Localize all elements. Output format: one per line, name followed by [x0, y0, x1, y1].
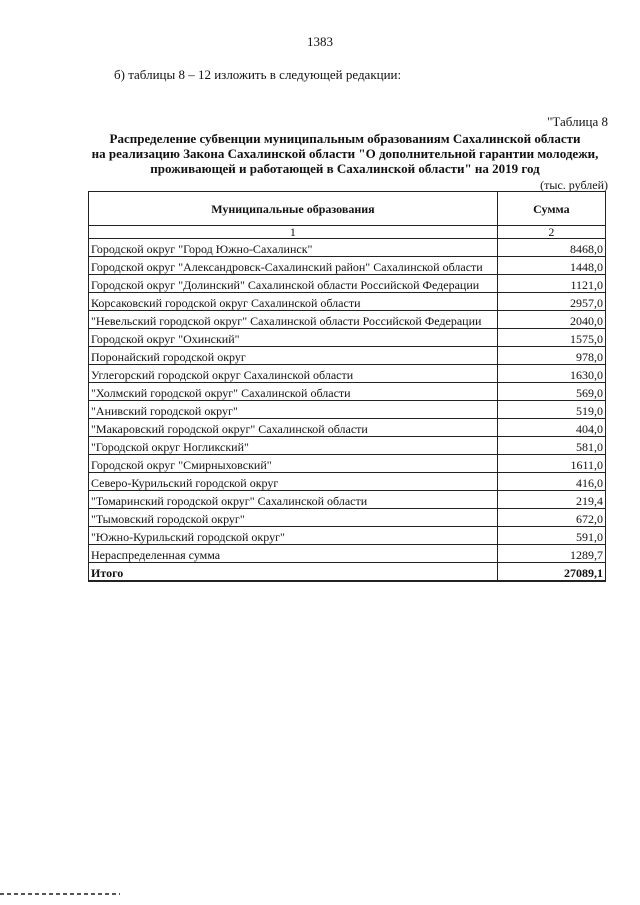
table-row [89, 437, 606, 455]
total-row [89, 563, 606, 582]
municipality-name: Поронайский городской округ [89, 347, 498, 365]
table-row [89, 419, 606, 437]
subvention-sum: 1448,0 [497, 257, 605, 275]
table-row [89, 401, 606, 419]
subvention-sum: 1121,0 [497, 275, 605, 293]
table-row [89, 365, 606, 383]
subvention-sum: 672,0 [497, 509, 605, 527]
table-row [89, 347, 606, 365]
intro-text: б) таблицы 8 – 12 изложить в следующей редакции: [114, 67, 402, 82]
municipality-name: Городской округ "Александровск-Сахалинский район" Сахалинской области [89, 257, 498, 275]
header-municipality: Муниципальные образования [89, 192, 498, 226]
table-row [89, 239, 606, 257]
title-line: на реализацию Закона Сахалинской области "О дополнительной гарантии молодежи, [91, 146, 599, 161]
municipality-name: Городской округ "Долинский" Сахалинской области Российской Федерации [89, 275, 498, 293]
municipality-name: "Невельский городской округ" Сахалинской области Российской Федерации [89, 311, 498, 329]
subvention-sum: 591,0 [497, 527, 605, 545]
municipality-name: Нераспределенная сумма [89, 545, 498, 563]
municipality-name: Северо-Курильский городской округ [89, 473, 498, 491]
subvention-sum: 2957,0 [497, 293, 605, 311]
municipality-name: "Томаринский городской округ" Сахалинской области [89, 491, 498, 509]
table-row [89, 455, 606, 473]
table-row [89, 293, 606, 311]
table-row [89, 491, 606, 509]
table-row [89, 257, 606, 275]
subvention-sum: 1289,7 [497, 545, 605, 563]
municipality-name: Городской округ "Город Южно-Сахалинск" [89, 239, 498, 257]
municipality-name: "Макаровский городской округ" Сахалинской области [89, 419, 498, 437]
subvention-sum: 1611,0 [497, 455, 605, 473]
subvention-sum: 8468,0 [497, 239, 605, 257]
title-line: проживающей и работающей в Сахалинской области" на 2019 год [150, 161, 540, 176]
municipality-name: Углегорский городской округ Сахалинской области [89, 365, 498, 383]
subvention-sum: 519,0 [497, 401, 605, 419]
total-label: Итого [89, 563, 498, 582]
total-sum: 27089,1 [497, 563, 605, 582]
column-number: 2 [497, 226, 605, 239]
subvention-sum: 416,0 [497, 473, 605, 491]
title-line: Распределение субвенции муниципальным образованиям Сахалинской области [109, 131, 581, 146]
municipality-name: "Городской округ Ногликский" [89, 437, 498, 455]
table-row [89, 473, 606, 491]
subvention-sum: 569,0 [497, 383, 605, 401]
column-number: 1 [89, 226, 498, 239]
subvention-sum: 404,0 [497, 419, 605, 437]
scan-artifact [0, 893, 120, 895]
table-row [89, 311, 606, 329]
municipality-name: Городской округ "Охинский" [89, 329, 498, 347]
subvention-sum: 2040,0 [497, 311, 605, 329]
municipality-name: Корсаковский городской округ Сахалинской области [89, 293, 498, 311]
table-row [89, 545, 606, 563]
subvention-sum: 219,4 [497, 491, 605, 509]
subvention-sum: 1630,0 [497, 365, 605, 383]
header-sum: Сумма [497, 192, 605, 226]
table-body [89, 239, 606, 582]
municipality-name: Городской округ "Смирныховский" [89, 455, 498, 473]
table-row [89, 383, 606, 401]
table-header-row [89, 192, 606, 226]
document-title [80, 131, 610, 176]
municipality-name: "Тымовский городской округ" [89, 509, 498, 527]
distribution-table [88, 191, 606, 582]
subvention-sum: 1575,0 [497, 329, 605, 347]
municipality-name: "Анивский городской округ" [89, 401, 498, 419]
table-row [89, 329, 606, 347]
table-row [89, 509, 606, 527]
table-row [89, 275, 606, 293]
subvention-sum: 978,0 [497, 347, 605, 365]
units-label: (тыс. рублей) [540, 178, 608, 192]
column-number-row [89, 226, 606, 239]
table-label: "Таблица 8 [547, 114, 608, 129]
subvention-sum: 581,0 [497, 437, 605, 455]
municipality-name: "Холмский городской округ" Сахалинской области [89, 383, 498, 401]
table-row [89, 527, 606, 545]
page-number: 1383 [307, 34, 333, 49]
municipality-name: "Южно-Курильский городской округ" [89, 527, 498, 545]
